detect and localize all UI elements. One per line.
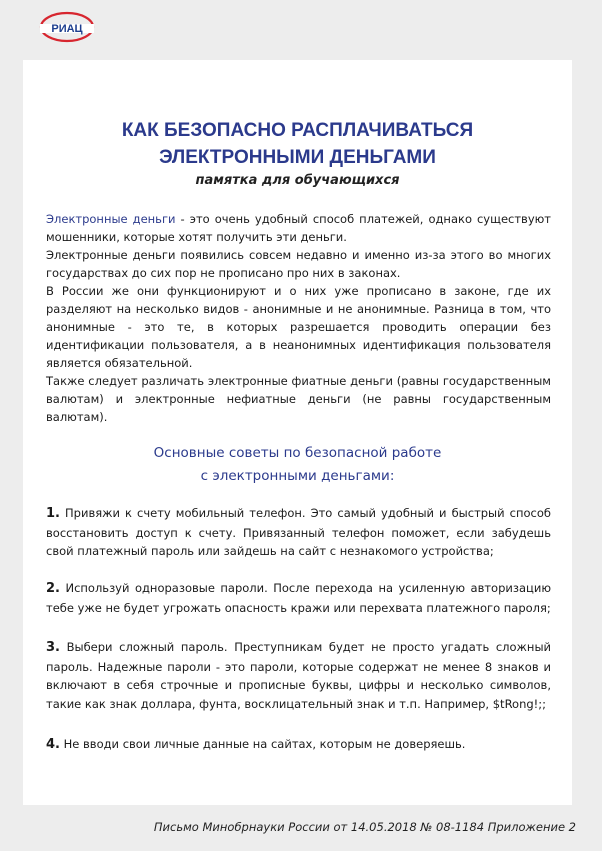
document-title — [23, 117, 572, 171]
tip-number: 3. — [46, 640, 60, 655]
tips-heading — [23, 442, 572, 488]
intro-paragraph-4: Также следует различать электронные фиатные деньги (равны государственным валютам) и электронные нефиатные деньги (не равны государственным валютам). — [46, 374, 551, 424]
tip-number: 1. — [46, 506, 60, 521]
intro-p1-rest: - это очень удобный способ платежей, однако существуют мошенники, которые хотят получить эти деньги. — [46, 212, 551, 244]
document-page — [23, 60, 572, 805]
intro-paragraph-1 — [46, 210, 551, 246]
term-highlight: Электронные деньги — [46, 212, 176, 226]
tip-number: 4. — [46, 737, 60, 752]
tip-text: Используй одноразовые пароли. После перехода на усиленную авторизацию тебе уже не будет угрожать опасность кражи или перехвата платежного пароля; — [46, 581, 551, 615]
tip-item-1 — [46, 504, 551, 561]
tips-heading-line-1: Основные советы по безопасной работе — [153, 445, 442, 461]
title-line-2: ЭЛЕКТРОННЫМИ ДЕНЬГАМИ — [159, 147, 436, 168]
tips-heading-line-2: с электронными деньгами: — [200, 468, 395, 484]
logo-text: РИАЦ — [51, 23, 83, 35]
intro-text — [46, 210, 551, 426]
intro-paragraph-3: В России же они функционируют и о них уже прописано в законе, где их разделяют на несколько видов - анонимные и не анонимные. Разница в том, что анонимные - это те, в которых разрешается проводить операции без идентификации пользователя, а в неанонимных идентификация пользователя является обязательной. — [46, 284, 551, 370]
title-line-1: КАК БЕЗОПАСНО РАСПЛАЧИВАТЬСЯ — [121, 120, 474, 141]
tip-text: Выбери сложный пароль. Преступникам будет не просто угадать сложный пароль. Надежные пароли - это пароли, которые содержат не менее 8 знаков и включают в себя строчные и прописные буквы, цифры и несколько символов, такие как знак доллара, фунта, восклицательный знак и т.п. Например, $tRong!;; — [46, 640, 551, 711]
tip-item-2 — [46, 579, 551, 617]
tip-item-4 — [46, 735, 551, 755]
document-subtitle: памятка для обучающихся — [195, 173, 400, 188]
tip-number: 2. — [46, 581, 60, 596]
tip-text: Не вводи свои личные данные на сайтах, которым не доверяешь. — [59, 737, 466, 751]
riac-logo — [38, 10, 96, 44]
footer-reference: Письмо Минобрнауки России от 14.05.2018 № 08-1184 Приложение 2 — [153, 820, 576, 834]
tip-item-3 — [46, 638, 551, 713]
intro-paragraph-2: Электронные деньги появились совсем недавно и именно из-за этого во многих государствах до сих пор не прописано про них в законах. — [46, 248, 551, 280]
tip-text: Привяжи к счету мобильный телефон. Это самый удобный и быстрый способ восстановить доступ к счету. Привязанный телефон поможет, если забудешь свой платежный пароль или зайдешь на сайт с незнакомого устройства; — [46, 506, 551, 558]
